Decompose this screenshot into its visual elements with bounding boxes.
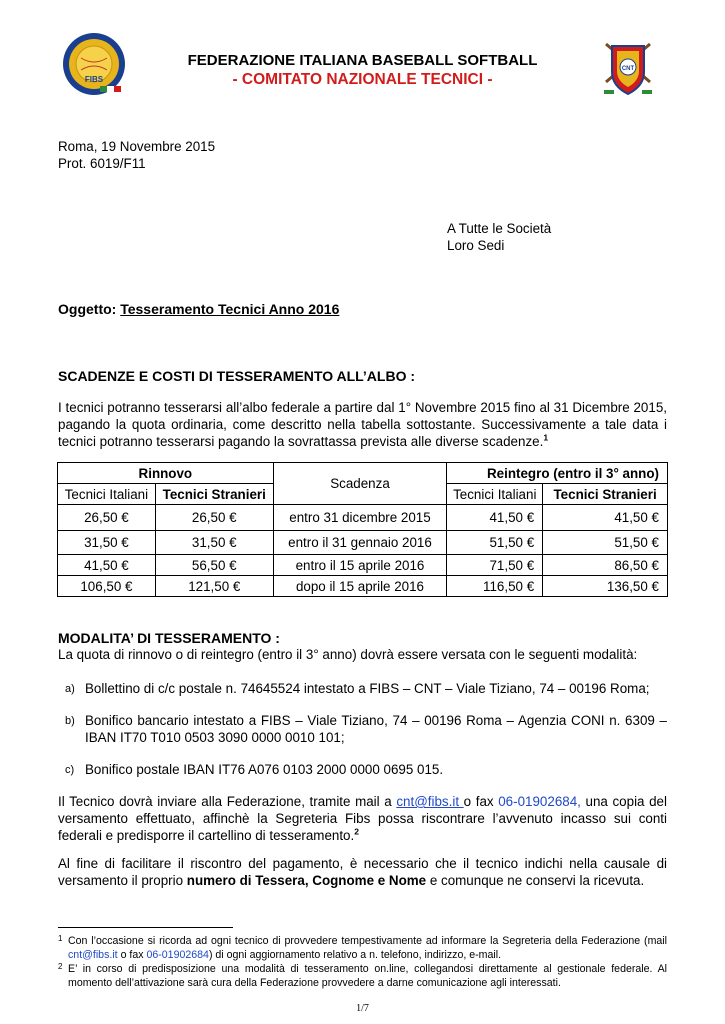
footnote-number: 2 — [58, 962, 63, 971]
deadline: entro il 15 aprile 2016 — [273, 555, 447, 576]
reinstate-foreign-fee: 136,50 € — [543, 576, 668, 597]
cnt-logo — [598, 38, 658, 98]
footnote-text: o fax — [117, 948, 147, 961]
list-item-label: c) — [65, 764, 75, 776]
subheader-foreign: Tecnici Stranieri — [155, 484, 273, 505]
renew-foreign-fee: 31,50 € — [155, 531, 273, 555]
subject-text: Tesseramento Tecnici Anno 2016 — [120, 301, 340, 317]
section-heading-deadlines: SCADENZE E COSTI DI TESSERAMENTO ALL’ALBO : — [58, 368, 416, 384]
submission-text: una copia del versamento effettuato, affinchè la Segreteria Fibs possa riscontrare l’avvenuto incasso sui conti federali e predisporre il cartellino di tesseramento. — [58, 794, 667, 843]
renew-foreign-fee: 56,50 € — [155, 555, 273, 576]
renew-italian-fee: 106,50 € — [58, 576, 156, 597]
footnote-divider — [58, 927, 233, 928]
place-date: Roma, 19 Novembre 2015 — [58, 139, 216, 154]
fax-number: 06-01902684, — [498, 794, 581, 809]
list-item-text: Bonifico bancario intestato a FIBS – Viale Tiziano, 74 – 00196 Roma – Agenzia CONI n. 6309 – IBAN IT70 T010 0503 3090 0000 0010 101; — [85, 713, 667, 745]
intro-text: I tecnici potranno tesserarsi all’albo federale a partire dal 1° Novembre 2015 fino al 31 Dicembre 2015, pagando la quota ordinaria, come descritto nella tabella sottostante. Successivamente a tale data i tecnici potranno tesserarsi pagando la sovrattassa prevista alle diverse scadenze. — [58, 400, 667, 449]
recipients — [447, 220, 551, 254]
table-row — [58, 555, 668, 576]
cnt-logo-text: CNT — [621, 66, 635, 72]
list-item-text: Bonifico postale IBAN IT76 A076 0103 2000 0000 0695 015. — [85, 762, 444, 777]
subject-line — [58, 301, 339, 317]
submission-text: Il Tecnico dovrà inviare alla Federazione, tramite mail a — [58, 794, 397, 809]
payment-note-paragraph — [58, 855, 667, 889]
intro-paragraph — [58, 399, 667, 450]
submission-paragraph — [58, 793, 667, 844]
page-number: 1/7 — [356, 1003, 369, 1014]
fibs-logo-text: FIBS — [84, 75, 104, 84]
reinstate-foreign-fee: 86,50 € — [543, 555, 668, 576]
protocol-number: Prot. 6019/F11 — [58, 156, 146, 171]
list-item-label: a) — [65, 683, 75, 695]
footnote-fax: 06-01902684 — [146, 948, 209, 961]
header-reinstate: Reintegro (entro il 3° anno) — [447, 463, 668, 484]
reinstate-italian-fee: 51,50 € — [447, 531, 543, 555]
footnote-body: E’ in corso di predisposizione una modalità di tesseramento on.line, collegandosi direttamente al gestionale federale. Al momento dell’attivazione sarà cura della Federazione provvedere a darne comunicazione agli interessati. — [68, 963, 667, 989]
renew-italian-fee: 31,50 € — [58, 531, 156, 555]
footnote-number: 1 — [58, 934, 63, 943]
footnote-ref: 2 — [354, 826, 359, 837]
committee-name: - COMITATO NAZIONALE TECNICI - — [232, 71, 493, 88]
reinstate-italian-fee: 71,50 € — [447, 555, 543, 576]
payment-note-text: e comunque ne conservi la ricevuta. — [426, 873, 645, 888]
footnote-body — [68, 935, 667, 962]
list-item-text: Bollettino di c/c postale n. 74645524 intestato a FIBS – CNT – Viale Tiziano, 74 – 00196 Roma; — [85, 681, 650, 696]
renew-italian-fee: 41,50 € — [58, 555, 156, 576]
subheader-italian: Tecnici Italiani — [58, 484, 156, 505]
table-row — [58, 505, 668, 531]
recipient-line: Loro Sedi — [447, 238, 505, 253]
subheader-foreign: Tecnici Stranieri — [543, 484, 668, 505]
payment-note-bold: numero di Tessera, Cognome e Nome — [186, 873, 427, 888]
recipient-line: A Tutte le Società — [447, 221, 552, 236]
deadline: entro 31 dicembre 2015 — [273, 505, 447, 531]
footnote-text: Con l’occasione si ricorda ad ogni tecnico di provvedere tempestivamente ad informare la Segreteria della Federazione (mail — [68, 935, 667, 947]
fee-table — [57, 462, 668, 597]
header-deadline: Scadenza — [273, 463, 447, 505]
renew-italian-fee: 26,50 € — [58, 505, 156, 531]
renew-foreign-fee: 26,50 € — [155, 505, 273, 531]
methods-intro: La quota di rinnovo o di reintegro (entro il 3° anno) dovrà essere versata con le seguenti modalità: — [58, 647, 638, 662]
renew-foreign-fee: 121,50 € — [155, 576, 273, 597]
deadline: dopo il 15 aprile 2016 — [273, 576, 447, 597]
subject-label: Oggetto: — [58, 301, 117, 317]
section-heading-methods: MODALITA’ DI TESSERAMENTO : — [58, 630, 280, 646]
reinstate-italian-fee: 116,50 € — [447, 576, 543, 597]
table-row — [58, 576, 668, 597]
header-renew: Rinnovo — [58, 463, 274, 484]
email-link[interactable]: cnt@fibs.it — [396, 794, 464, 809]
footnote-ref: 1 — [543, 432, 549, 443]
reinstate-foreign-fee: 41,50 € — [543, 505, 668, 531]
table-header-row — [58, 463, 668, 484]
table-row — [58, 531, 668, 555]
list-item-label: b) — [65, 715, 75, 727]
organization-name: FEDERAZIONE ITALIANA BASEBALL SOFTBALL — [187, 52, 538, 69]
submission-text: o fax — [463, 794, 499, 809]
footnote-email[interactable]: cnt@fibs.it — [68, 948, 118, 961]
footnote-text: ) di ogni aggiornamento relativo a n. telefono, indirizzo, e-mail. — [208, 948, 502, 961]
reinstate-italian-fee: 41,50 € — [447, 505, 543, 531]
deadline: entro il 31 gennaio 2016 — [273, 531, 447, 555]
payment-note-text: Al fine di facilitare il riscontro del pagamento, è necessario che il tecnico indichi nella causale di versamento il proprio — [58, 856, 667, 888]
reinstate-foreign-fee: 51,50 € — [543, 531, 668, 555]
subheader-italian: Tecnici Italiani — [447, 484, 543, 505]
